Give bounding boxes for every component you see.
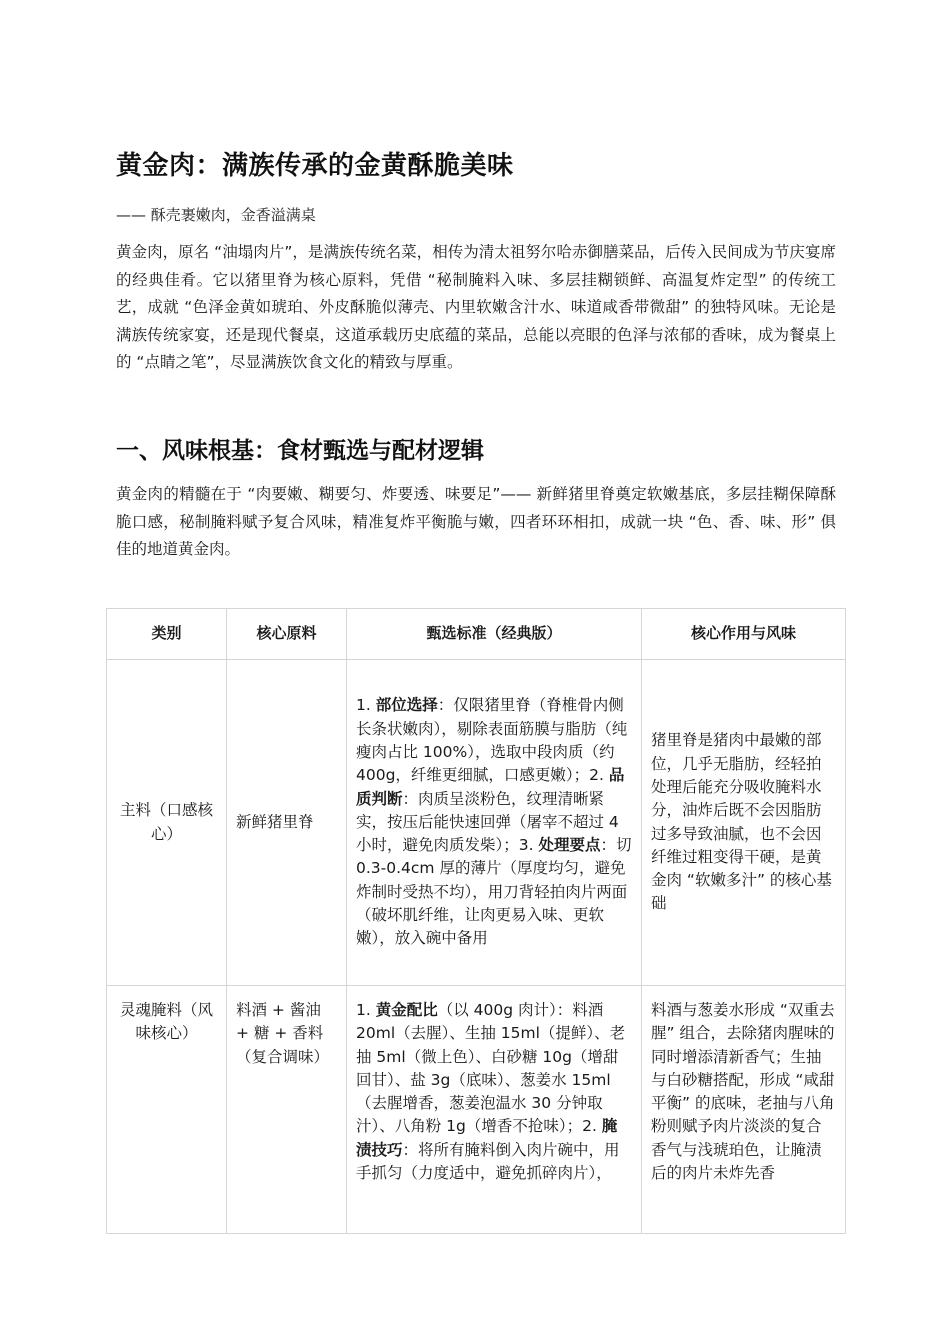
table-header-cell: 甄选标准（经典版）	[347, 609, 642, 660]
ingredients-table	[106, 608, 846, 1234]
standard-text: （以 400g 肉计）：料酒 20ml（去腥）、生抽 15ml（提鲜）、老抽 5ml（微上色）、白砂糖 10g（增甜回甘）、盐 3g（底味）、葱姜水 15ml（去腥增香，葱姜泡温水 30 分钟取汁）、八角粉 1g（增香不抢味）；2.	[356, 1001, 626, 1136]
standard-text: ：将所有腌料倒入肉片碗中，用手抓匀（力度适中，避免抓碎肉片），	[356, 1140, 620, 1183]
standard-text: ：仅限猪里脊（脊椎骨内侧长条状嫩肉），剔除表面筋膜与脂肪（纯瘦肉占比 100%），选取中段肉质（约 400g，纤维更细腻，口感更嫩）；2.	[356, 696, 628, 785]
table-header-cell: 类别	[107, 609, 227, 660]
material-cell: 新鲜猪里脊	[227, 660, 347, 986]
standard-keyword: 黄金配比	[375, 1001, 438, 1019]
standard-text: 1.	[356, 1001, 376, 1019]
standard-keyword: 腌渍技巧	[356, 1117, 618, 1159]
section-heading: 一、风味根基：食材甄选与配材逻辑	[116, 438, 484, 464]
section-paragraph: 黄金肉的精髓在于 “肉要嫩、糊要匀、炸要透、味要足”—— 新鲜猪里脊奠定软嫩基底，多层挂糊保障酥脆口感，秘制腌料赋予复合风味，精准复炸平衡脆与嫩，四者环环相扣，成就一块 “色、香、味、形” 俱佳的地道黄金肉。	[116, 485, 836, 558]
table-header-cell: 核心原料	[227, 609, 347, 660]
table-row	[107, 660, 846, 986]
standard-cell	[347, 660, 642, 986]
material-cell: 料酒 + 酱油 + 糖 + 香料（复合调味）	[227, 986, 347, 1234]
standard-keyword: 部位选择	[375, 696, 438, 715]
page-title: 黄金肉：满族传承的金黄酥脆美味	[116, 151, 514, 181]
standard-cell	[347, 986, 642, 1234]
category-cell: 主料（口感核心）	[107, 660, 227, 986]
table-header-cell: 核心作用与风味	[642, 609, 846, 660]
intro-paragraph: 黄金肉，原名 “油塌肉片”，是满族传统名菜，相传为清太祖努尔哈赤御膳菜品，后传入民间成为节庆宴席的经典佳肴。它以猪里脊为核心原料，凭借 “秘制腌料入味、多层挂糊锁鲜、高温复炸定型” 的传统工艺，成就 “色泽金黄如琥珀、外皮酥脆似薄壳、内里软嫩含汁水、味道咸香带微甜” 的独特风味。无论是满族传统家宴，还是现代餐桌，这道承载历史底蕴的菜品，总能以亮眼的色泽与浓郁的香味，成为餐桌上的 “点睛之笔”，尽显满族饮食文化的精致与厚重。	[116, 243, 836, 371]
standard-keyword: 处理要点	[538, 836, 601, 855]
standard-text: ：切 0.3-0.4cm 厚的薄片（厚度均匀，避免炸制时受热不均），用刀背轻拍肉片两面（破坏肌纤维，让肉更易入味、更软嫩），放入碗中备用	[356, 836, 632, 948]
standard-text: 1.	[356, 696, 376, 715]
role-cell: 猪里脊是猪肉中最嫩的部位，几乎无脂肪，经轻拍处理后能充分吸收腌料水分，油炸后既不会因脂肪过多导致油腻，也不会因纤维过粗变得干硬，是黄金肉 “软嫩多汁” 的核心基础	[642, 660, 846, 986]
role-cell: 料酒与葱姜水形成 “双重去腥” 组合，去除猪肉腥味的同时增添清新香气；生抽与白砂糖搭配，形成 “咸甜平衡” 的底味，老抽与八角粉则赋予肉片淡淡的复合香气与浅琥珀色，让腌渍后的肉片未炸先香	[642, 986, 846, 1234]
table-header-row	[107, 609, 846, 660]
table-row	[107, 986, 846, 1234]
standard-text: ：肉质呈淡粉色，纹理清晰紧实，按压后能快速回弹（屠宰不超过 4 小时，避免肉质发柴）；3.	[356, 789, 619, 855]
standard-keyword: 品质判断	[356, 766, 625, 808]
page-subtitle: —— 酥壳裹嫩肉，金香溢满桌	[116, 206, 316, 224]
category-cell: 灵魂腌料（风味核心）	[107, 986, 227, 1234]
